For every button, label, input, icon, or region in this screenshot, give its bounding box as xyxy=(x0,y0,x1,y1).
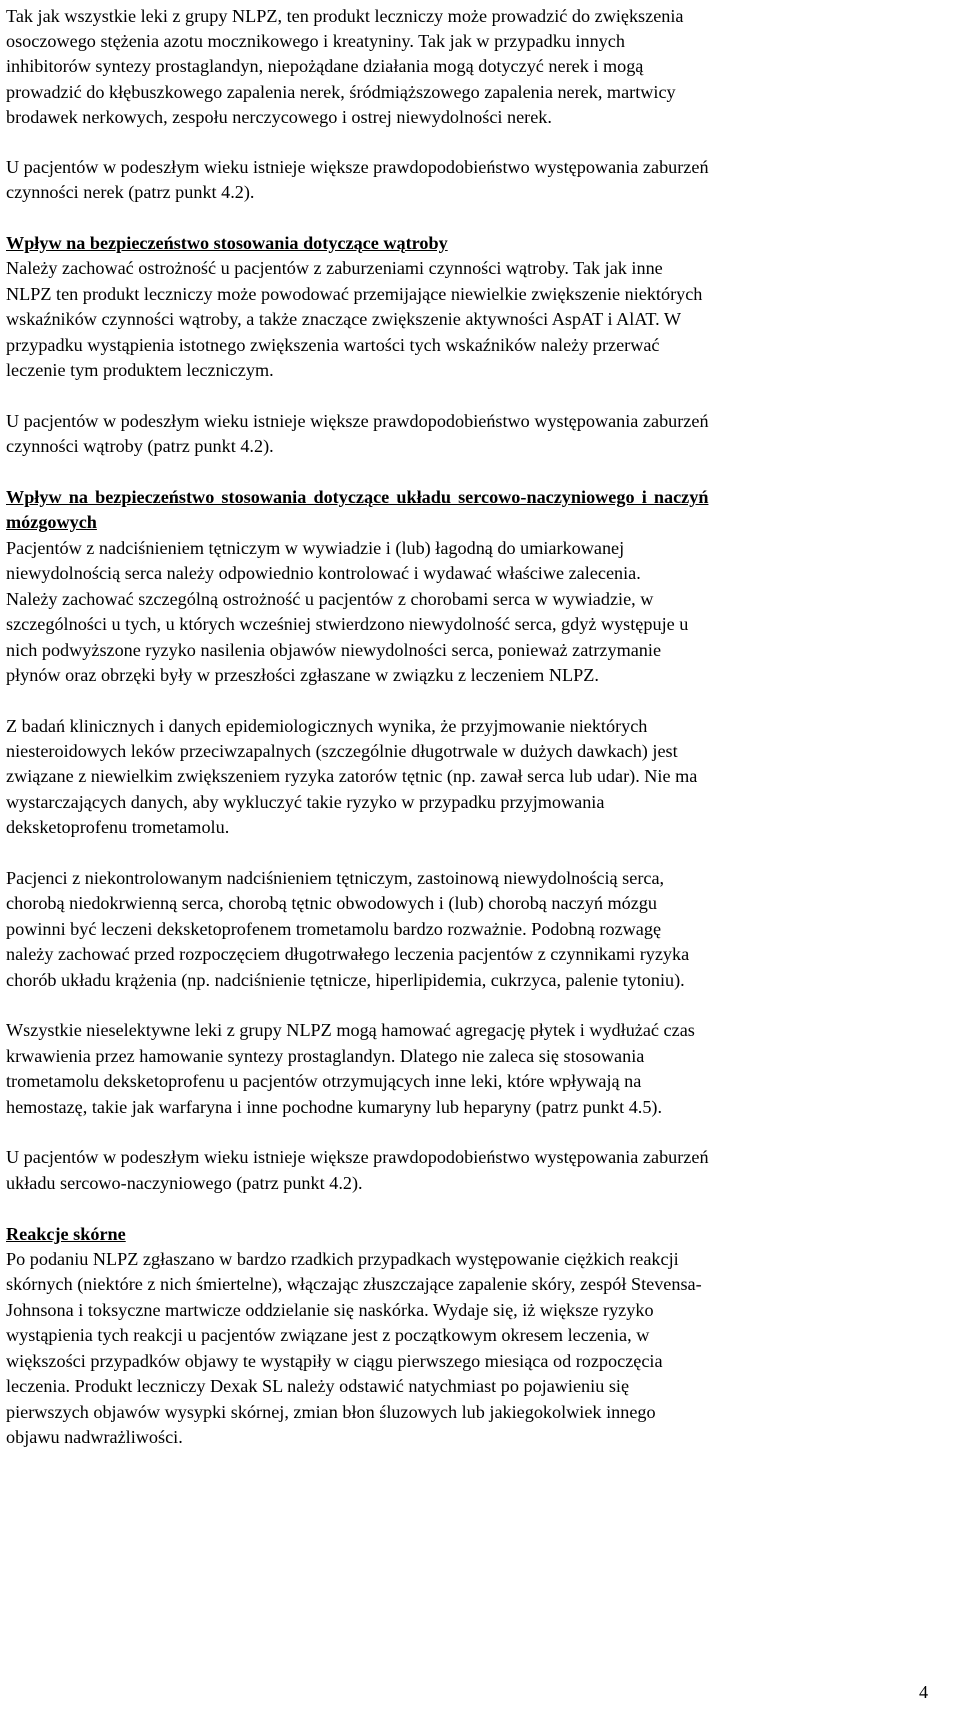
text-line: pierwszych objawów wysypki skórnej, zmian błon śluzowych lub jakiegokolwiek innego xyxy=(6,1402,656,1422)
text-line: leczenia. Produkt leczniczy Dexak SL należy odstawić natychmiast po pojawieniu się xyxy=(6,1376,630,1396)
text-line: związane z niewielkim zwiększeniem ryzyka zatorów tętnic (np. zawał serca lub udar). Nie ma xyxy=(6,766,698,786)
text-line: U pacjentów w podeszłym wieku istnieje większe prawdopodobieństwo występowania zaburzeń xyxy=(6,1147,709,1167)
text-line: niewydolnością serca należy odpowiednio kontrolować i wydawać właściwe zalecenia. xyxy=(6,563,641,583)
text-line: Pacjentów z nadciśnieniem tętniczym w wywiadzie i (lub) łagodną do umiarkowanej xyxy=(6,538,625,558)
text-line: Wszystkie nieselektywne leki z grupy NLPZ mogą hamować agregację płytek i wydłużać czas xyxy=(6,1020,695,1040)
section-heading-cardio-cont: mózgowych xyxy=(6,512,97,532)
text-line: należy zachować przed rozpoczęciem długotrwałego leczenia pacjentów z czynnikami ryzyka xyxy=(6,944,690,964)
text-line: inhibitorów syntezy prostaglandyn, niepożądane działania mogą dotyczyć nerek i mogą xyxy=(6,56,644,76)
text-line: Należy zachować ostrożność u pacjentów z zaburzeniami czynności wątroby. Tak jak inne xyxy=(6,258,663,278)
text-line: Należy zachować szczególną ostrożność u pacjentów z chorobami serca w wywiadzie, w xyxy=(6,589,654,609)
text-line: trometamolu deksketoprofenu u pacjentów otrzymujących inne leki, które wpływają na xyxy=(6,1071,642,1091)
text-line: czynności wątroby (patrz punkt 4.2). xyxy=(6,436,274,456)
text-line: U pacjentów w podeszłym wieku istnieje większe prawdopodobieństwo występowania zaburzeń xyxy=(6,411,709,431)
text-line: brodawek nerkowych, zespołu nerczycowego i ostrej niewydolności nerek. xyxy=(6,107,552,127)
text-line: przypadku wystąpienia istotnego zwiększenia wartości tych wskaźników należy przerwać xyxy=(6,335,660,355)
text-line: wystarczających danych, aby wykluczyć takie ryzyko w przypadku przyjmowania xyxy=(6,792,605,812)
text-line: U pacjentów w podeszłym wieku istnieje większe prawdopodobieństwo występowania zaburzeń xyxy=(6,157,709,177)
text-line: objawu nadwrażliwości. xyxy=(6,1427,183,1447)
text-line: NLPZ ten produkt leczniczy może powodować przemijające niewielkie zwiększenie niektórych xyxy=(6,284,703,304)
text-line: wskaźników czynności wątroby, a także znaczące zwiększenie aktywności AspAT i AlAT. W xyxy=(6,309,682,329)
text-line: szczególności u tych, u których wcześniej stwierdzono niewydolność serca, gdyż występuje u xyxy=(6,614,689,634)
text-line: większości przypadków objawy te wystąpiły w ciągu pierwszego miesiąca od rozpoczęcia xyxy=(6,1351,663,1371)
text-line: powinni być leczeni deksketoprofenem trometamolu bardzo rozważnie. Podobną rozwagę xyxy=(6,919,662,939)
page-number: 4 xyxy=(919,1682,929,1702)
text-line: nich podwyższone ryzyko nasilenia objawów niewydolności serca, ponieważ zatrzymanie xyxy=(6,640,662,660)
text-line: osoczowego stężenia azotu mocznikowego i kreatyniny. Tak jak w przypadku innych xyxy=(6,31,625,51)
text-line: skórnych (niektóre z nich śmiertelne), włączając złuszczające zapalenie skóry, zespół Stevensa- xyxy=(6,1274,702,1294)
text-line: Pacjenci z niekontrolowanym nadciśnieniem tętniczym, zastoinową niewydolnością serca, xyxy=(6,868,665,888)
text-line: Z badań klinicznych i danych epidemiologicznych wynika, że przyjmowanie niektórych xyxy=(6,716,648,736)
text-line: płynów oraz obrzęki były w przeszłości zgłaszane w związku z leczeniem NLPZ. xyxy=(6,665,599,685)
text-line: Johnsona i toksyczne martwicze oddzielanie się naskórka. Wydaje się, iż większe ryzyko xyxy=(6,1300,654,1320)
text-line: prowadzić do kłębuszkowego zapalenia nerek, śródmiąższowego zapalenia nerek, martwicy xyxy=(6,82,676,102)
text-line: chorobą niedokrwienną serca, chorobą tętnic obwodowych i (lub) chorobą naczyń mózgu xyxy=(6,893,657,913)
text-line: deksketoprofenu trometamolu. xyxy=(6,817,230,837)
text-line: hemostazę, takie jak warfaryna i inne pochodne kumaryny lub heparyny (patrz punkt 4.5). xyxy=(6,1097,663,1117)
text-line: krwawienia przez hamowanie syntezy prostaglandyn. Dlatego nie zaleca się stosowania xyxy=(6,1046,645,1066)
section-heading-skin: Reakcje skórne xyxy=(6,1224,126,1244)
text-line: Po podaniu NLPZ zgłaszano w bardzo rzadkich przypadkach występowanie ciężkich reakcji xyxy=(6,1249,679,1269)
text-line: chorób układu krążenia (np. nadciśnienie tętnicze, hiperlipidemia, cukrzyca, palenie tytoniu). xyxy=(6,970,685,990)
text-line: układu sercowo-naczyniowego (patrz punkt 4.2). xyxy=(6,1173,363,1193)
section-heading-liver: Wpływ na bezpieczeństwo stosowania dotyczące wątroby xyxy=(6,233,448,253)
section-heading-cardio: Wpływ na bezpieczeństwo stosowania dotyczące układu sercowo-naczyniowego i naczyń xyxy=(6,487,709,507)
text-line: czynności nerek (patrz punkt 4.2). xyxy=(6,182,255,202)
text-line: niesteroidowych leków przeciwzapalnych (szczególnie długotrwale w dużych dawkach) jest xyxy=(6,741,678,761)
text-line: leczenie tym produktem leczniczym. xyxy=(6,360,274,380)
text-line: Tak jak wszystkie leki z grupy NLPZ, ten produkt leczniczy może prowadzić do zwiększenia xyxy=(6,6,684,26)
text-line: wystąpienia tych reakcji u pacjentów związane jest z początkowym okresem leczenia, w xyxy=(6,1325,650,1345)
